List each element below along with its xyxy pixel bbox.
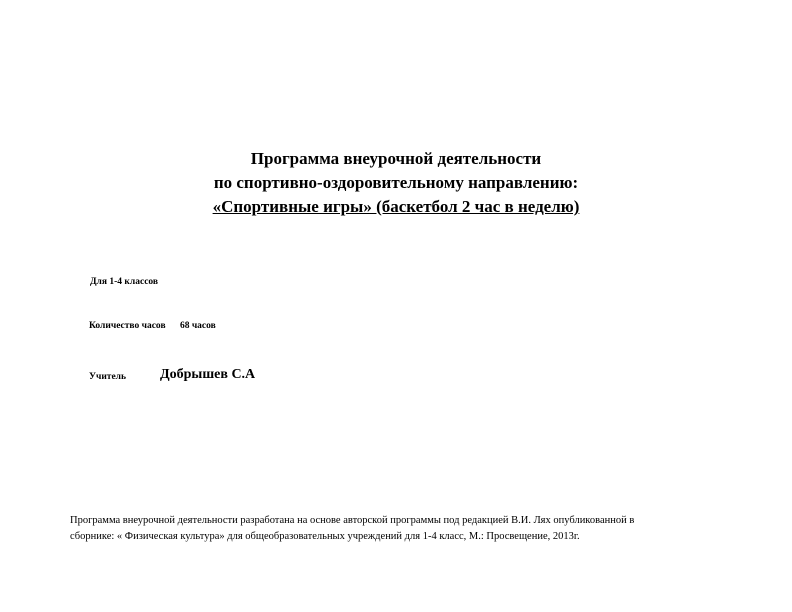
hours-value: 68 часов bbox=[179, 321, 216, 331]
program-title bbox=[0, 147, 792, 219]
title-line-3: «Спортивные игры» (баскетбол 2 час в неделю) bbox=[212, 197, 580, 216]
title-line-1: Программа внеурочной деятельности bbox=[250, 149, 542, 168]
for-classes-text: Для 1-4 классов bbox=[90, 277, 159, 287]
footnote-line-2: сборнике: « Физическая культура» для общеобразовательных учреждений для 1-4 класс, М.: Просвещение, 2013г. bbox=[70, 531, 580, 542]
teacher-label: Учитель bbox=[89, 372, 127, 382]
title-line-2: по спортивно-оздоровительному направлению: bbox=[213, 173, 579, 192]
hours-label: Количество часов bbox=[89, 321, 166, 331]
teacher-name: Добрышев С.А bbox=[160, 367, 256, 382]
program-footnote bbox=[70, 513, 730, 545]
footnote-line-1: Программа внеурочной деятельности разработана на основе авторской программы под редакцией В.И. Лях опубликованной в bbox=[70, 515, 635, 526]
hours-row bbox=[89, 321, 216, 331]
